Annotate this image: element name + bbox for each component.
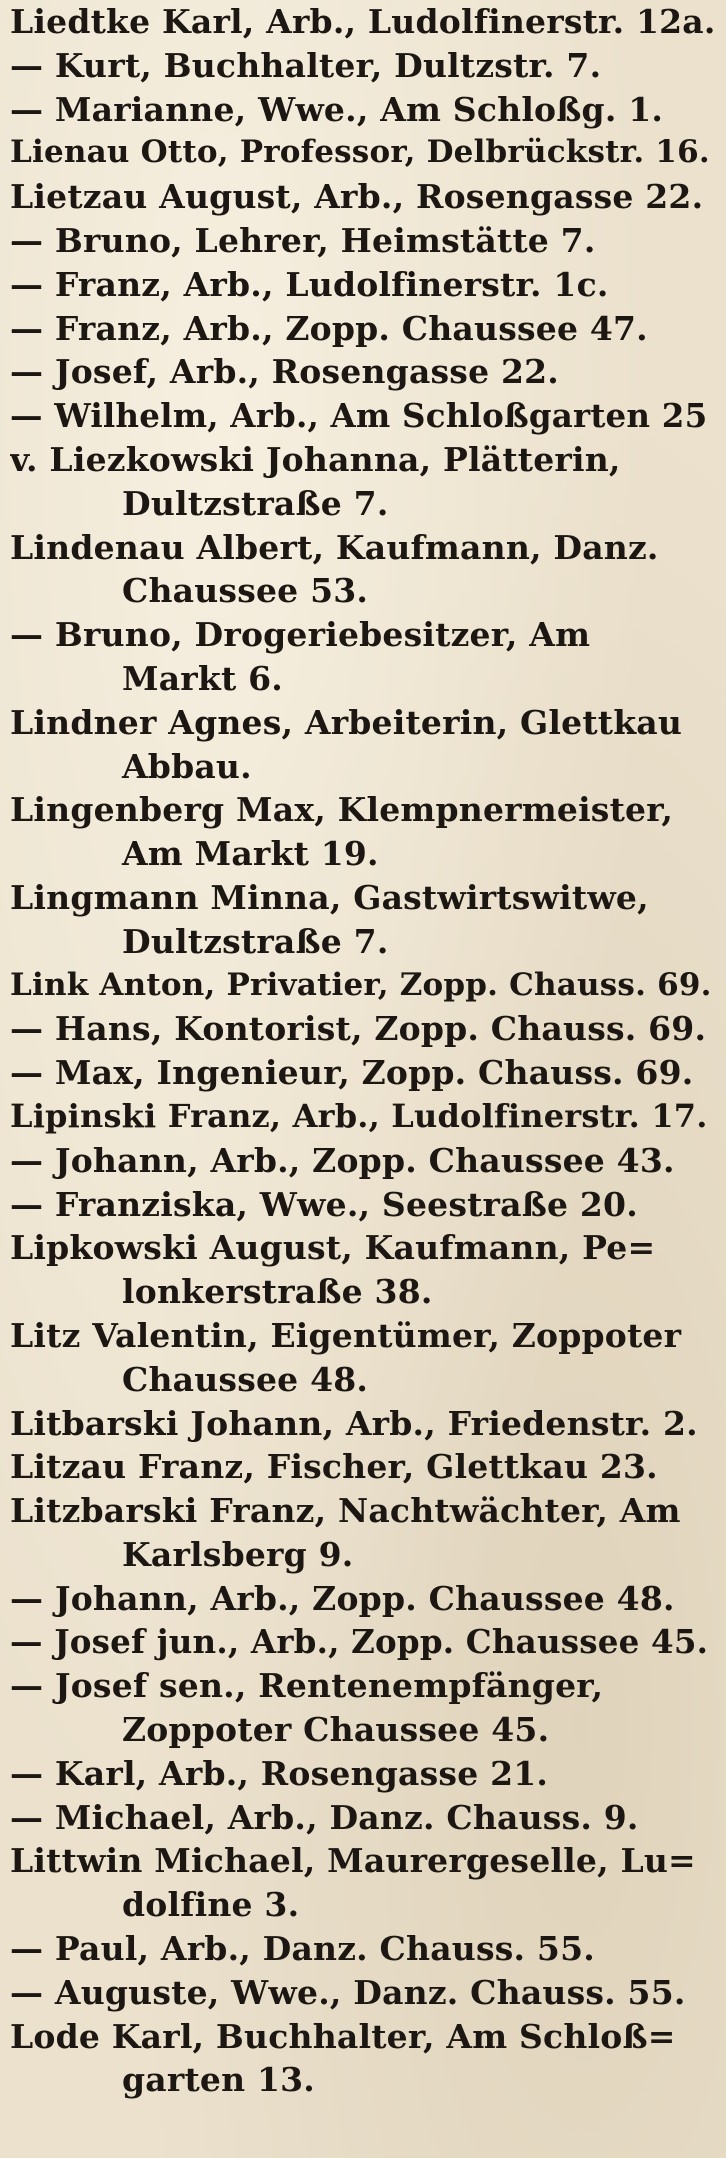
entry-line: — Franz, Arb., Ludolfinerstr. 1c. — [10, 264, 609, 304]
entry-continuation-line: Abbau. — [122, 746, 252, 786]
entry-line: — Johann, Arb., Zopp. Chaussee 43. — [10, 1140, 675, 1180]
entry-continuation-line: Karlsberg 9. — [122, 1534, 354, 1574]
entry-line: — Michael, Arb., Danz. Chauss. 9. — [10, 1797, 639, 1837]
entry-line: — Paul, Arb., Danz. Chauss. 55. — [10, 1929, 595, 1969]
entry-line: Lindner Agnes, Arbeiterin, Glettkau — [10, 702, 683, 742]
entry-line: — Josef jun., Arb., Zopp. Chaussee 45. — [10, 1622, 709, 1662]
entry-line: Lingenberg Max, Klempnermeister, — [10, 790, 674, 830]
entry-line: — Marianne, Wwe., Am Schloßg. 1. — [10, 89, 664, 129]
entry-line: v. Liezkowski Johanna, Plätterin, — [10, 439, 621, 479]
entry-line: Lode Karl, Buchhalter, Am Schloß= — [10, 2016, 676, 2056]
entry-line: Lienau Otto, Professor, Delbrückstr. 16. — [10, 134, 710, 171]
entry-line: Lipkowski August, Kaufmann, Pe= — [10, 1228, 656, 1268]
entry-line: Lingmann Minna, Gastwirtswitwe, — [10, 877, 649, 917]
entry-line: — Josef, Arb., Rosengasse 22. — [10, 352, 559, 392]
entry-continuation-line: dolfine 3. — [122, 1885, 300, 1925]
entry-continuation-line: Dultzstraße 7. — [122, 921, 389, 961]
entry-line: Lipinski Franz, Arb., Ludolfinerstr. 17. — [10, 1096, 708, 1135]
entry-continuation-line: Zoppoter Chaussee 45. — [122, 1710, 550, 1750]
entry-continuation-line: lonkerstraße 38. — [122, 1272, 433, 1312]
entry-continuation-line: Markt 6. — [122, 658, 283, 698]
entry-line: Liedtke Karl, Arb., Ludolfinerstr. 12a. — [10, 2, 716, 41]
entry-line: Litzau Franz, Fischer, Glettkau 23. — [10, 1447, 658, 1487]
entry-continuation-line: Chaussee 53. — [122, 571, 369, 611]
entry-line: Littwin Michael, Maurergeselle, Lu= — [10, 1841, 696, 1881]
entry-line: — Auguste, Wwe., Danz. Chauss. 55. — [10, 1972, 686, 2012]
entry-line: — Bruno, Drogeriebesitzer, Am — [10, 615, 591, 655]
entry-line: — Karl, Arb., Rosengasse 21. — [10, 1753, 549, 1793]
entry-line: — Johann, Arb., Zopp. Chaussee 48. — [10, 1578, 675, 1618]
entry-line: — Bruno, Lehrer, Heimstätte 7. — [10, 220, 596, 260]
entry-line: — Wilhelm, Arb., Am Schloßgarten 25 — [10, 396, 708, 436]
entry-line: Litzbarski Franz, Nachtwächter, Am — [10, 1491, 681, 1531]
entry-continuation-line: Am Markt 19. — [122, 834, 379, 874]
directory-entries — [10, 0, 716, 2102]
entry-line: — Hans, Kontorist, Zopp. Chauss. 69. — [10, 1009, 707, 1049]
entry-line: — Josef sen., Rentenempfänger, — [10, 1666, 604, 1706]
entry-line: — Kurt, Buchhalter, Dultzstr. 7. — [10, 45, 602, 85]
entry-line: Litbarski Johann, Arb., Friedenstr. 2. — [10, 1403, 698, 1443]
entry-line: Lietzau August, Arb., Rosengasse 22. — [10, 177, 704, 217]
entry-continuation-line: garten 13. — [122, 2060, 315, 2100]
entry-line: Link Anton, Privatier, Zopp. Chauss. 69. — [10, 966, 712, 1003]
entry-continuation-line: Chaussee 48. — [122, 1359, 369, 1399]
entry-continuation-line: Dultzstraße 7. — [122, 483, 389, 523]
entry-line: Lindenau Albert, Kaufmann, Danz. — [10, 527, 659, 567]
entry-line: Litz Valentin, Eigentümer, Zoppoter — [10, 1315, 682, 1355]
entry-line: — Franziska, Wwe., Seestraße 20. — [10, 1184, 638, 1224]
entry-line: — Max, Ingenieur, Zopp. Chauss. 69. — [10, 1053, 694, 1093]
entry-line: — Franz, Arb., Zopp. Chaussee 47. — [10, 308, 648, 348]
